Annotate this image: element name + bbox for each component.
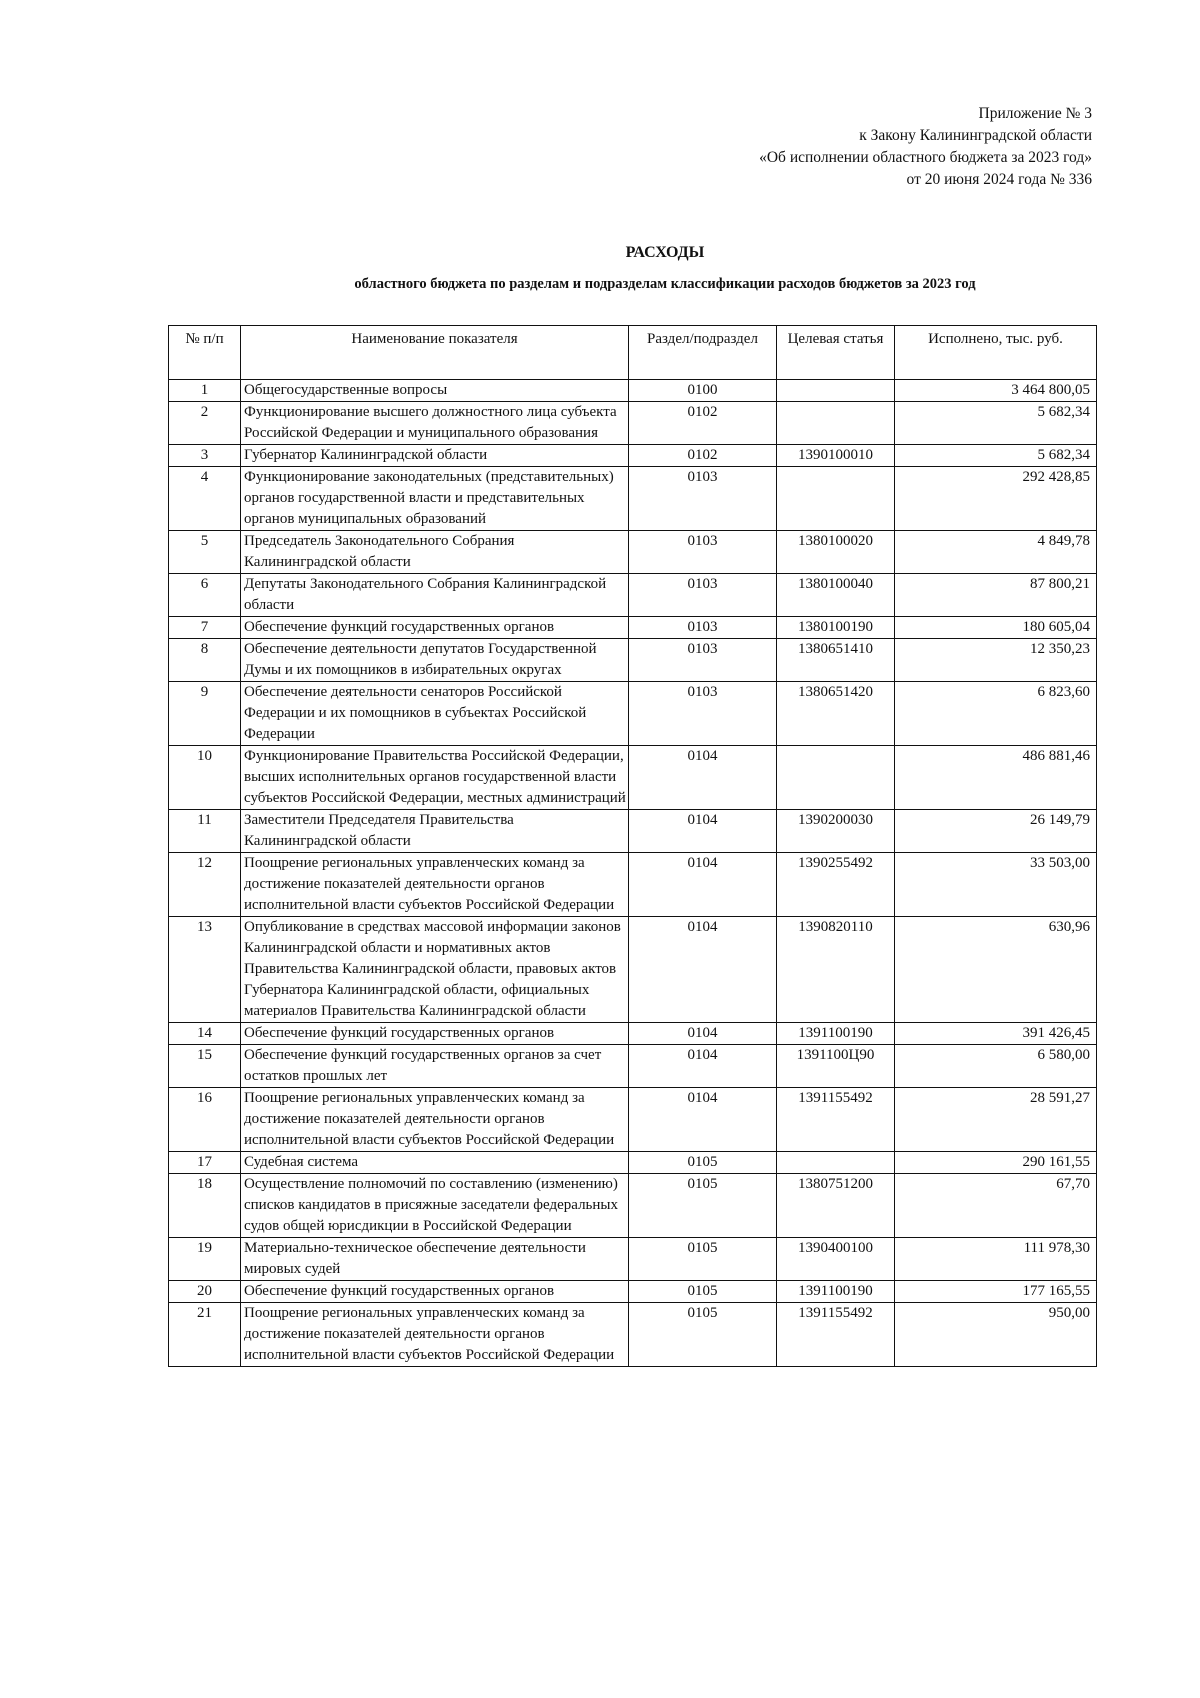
annex-law-date: от 20 июня 2024 года № 336 [906, 171, 1092, 188]
cell-target: 1380651410 [777, 639, 895, 682]
table-row [169, 531, 1097, 574]
cell-amount: 177 165,55 [895, 1281, 1097, 1303]
cell-name: Обеспечение функций государственных органов [241, 1023, 629, 1045]
table-row [169, 1088, 1097, 1152]
cell-name: Материально-техническое обеспечение деятельности мировых судей [241, 1238, 629, 1281]
cell-name: Депутаты Законодательного Собрания Калининградской области [241, 574, 629, 617]
cell-name: Обеспечение деятельности сенаторов Российской Федерации и их помощников в субъектах Российской Федерации [241, 682, 629, 746]
cell-section: 0105 [629, 1281, 777, 1303]
table-row [169, 810, 1097, 853]
cell-section: 0103 [629, 531, 777, 574]
cell-num: 8 [169, 639, 241, 682]
cell-amount: 26 149,79 [895, 810, 1097, 853]
cell-num: 12 [169, 853, 241, 917]
cell-name: Обеспечение функций государственных органов за счет остатков прошлых лет [241, 1045, 629, 1088]
cell-amount: 3 464 800,05 [895, 380, 1097, 402]
table-row [169, 1152, 1097, 1174]
cell-num: 14 [169, 1023, 241, 1045]
cell-num: 4 [169, 467, 241, 531]
cell-section: 0102 [629, 402, 777, 445]
cell-amount: 28 591,27 [895, 1088, 1097, 1152]
annex-law-title: «Об исполнении областного бюджета за 2023 год» [759, 149, 1092, 166]
cell-name: Поощрение региональных управленческих команд за достижение показателей деятельности органов исполнительной власти субъектов Российской Федерации [241, 1088, 629, 1152]
cell-num: 6 [169, 574, 241, 617]
table-row [169, 445, 1097, 467]
cell-name: Заместители Председателя Правительства Калининградской области [241, 810, 629, 853]
cell-target: 1380100190 [777, 617, 895, 639]
header-amount: Исполнено, тыс. руб. [895, 326, 1097, 380]
cell-num: 20 [169, 1281, 241, 1303]
expenditure-table [168, 325, 1097, 1367]
cell-section: 0104 [629, 1023, 777, 1045]
cell-section: 0102 [629, 445, 777, 467]
table-row [169, 853, 1097, 917]
cell-target: 1391155492 [777, 1088, 895, 1152]
table-row [169, 917, 1097, 1023]
cell-target [777, 1152, 895, 1174]
cell-name: Осуществление полномочий по составлению (изменению) списков кандидатов в присяжные заседатели федеральных судов общей юрисдикции в Российской Федерации [241, 1174, 629, 1238]
cell-target [777, 402, 895, 445]
cell-section: 0105 [629, 1152, 777, 1174]
table-row [169, 639, 1097, 682]
cell-name: Обеспечение функций государственных органов [241, 1281, 629, 1303]
header-section: Раздел/подраздел [629, 326, 777, 380]
cell-section: 0103 [629, 639, 777, 682]
cell-amount: 6 823,60 [895, 682, 1097, 746]
cell-section: 0104 [629, 746, 777, 810]
annex-block [759, 103, 1092, 191]
cell-name: Функционирование законодательных (представительных) органов государственной власти и представительных органов муниципальных образований [241, 467, 629, 531]
table-header-row [169, 326, 1097, 380]
cell-target [777, 467, 895, 531]
cell-name: Поощрение региональных управленческих команд за достижение показателей деятельности органов исполнительной власти субъектов Российской Федерации [241, 1303, 629, 1367]
cell-target: 1390255492 [777, 853, 895, 917]
table-row [169, 1303, 1097, 1367]
cell-num: 16 [169, 1088, 241, 1152]
cell-section: 0105 [629, 1303, 777, 1367]
table-row [169, 467, 1097, 531]
cell-target: 1390820110 [777, 917, 895, 1023]
table-row [169, 402, 1097, 445]
cell-amount: 6 580,00 [895, 1045, 1097, 1088]
cell-amount: 290 161,55 [895, 1152, 1097, 1174]
cell-section: 0104 [629, 853, 777, 917]
cell-name: Функционирование Правительства Российской Федерации, высших исполнительных органов государственной власти субъектов Российской Федерации, местных администраций [241, 746, 629, 810]
cell-name: Обеспечение деятельности депутатов Государственной Думы и их помощников в избирательных округах [241, 639, 629, 682]
cell-amount: 33 503,00 [895, 853, 1097, 917]
document-subtitle: областного бюджета по разделам и подразделам классификации расходов бюджетов за 2023 год [354, 276, 976, 292]
cell-section: 0103 [629, 682, 777, 746]
cell-amount: 486 881,46 [895, 746, 1097, 810]
cell-name: Обеспечение функций государственных органов [241, 617, 629, 639]
cell-num: 2 [169, 402, 241, 445]
cell-target: 1390400100 [777, 1238, 895, 1281]
cell-amount: 391 426,45 [895, 1023, 1097, 1045]
cell-amount: 950,00 [895, 1303, 1097, 1367]
cell-amount: 630,96 [895, 917, 1097, 1023]
table-row [169, 746, 1097, 810]
cell-num: 21 [169, 1303, 241, 1367]
cell-num: 18 [169, 1174, 241, 1238]
cell-num: 15 [169, 1045, 241, 1088]
cell-num: 10 [169, 746, 241, 810]
cell-section: 0103 [629, 617, 777, 639]
cell-amount: 111 978,30 [895, 1238, 1097, 1281]
cell-target: 1391100190 [777, 1023, 895, 1045]
cell-section: 0104 [629, 1088, 777, 1152]
cell-section: 0103 [629, 574, 777, 617]
cell-amount: 180 605,04 [895, 617, 1097, 639]
cell-amount: 5 682,34 [895, 402, 1097, 445]
cell-target [777, 380, 895, 402]
cell-target: 1380651420 [777, 682, 895, 746]
cell-target [777, 746, 895, 810]
cell-num: 9 [169, 682, 241, 746]
cell-name: Общегосударственные вопросы [241, 380, 629, 402]
cell-section: 0105 [629, 1238, 777, 1281]
cell-target: 1380751200 [777, 1174, 895, 1238]
cell-target: 1380100020 [777, 531, 895, 574]
cell-num: 5 [169, 531, 241, 574]
table-row [169, 1238, 1097, 1281]
cell-section: 0104 [629, 810, 777, 853]
cell-section: 0104 [629, 1045, 777, 1088]
cell-name: Судебная система [241, 1152, 629, 1174]
cell-num: 19 [169, 1238, 241, 1281]
cell-num: 11 [169, 810, 241, 853]
cell-name: Опубликование в средствах массовой информации законов Калининградской области и нормативных актов Правительства Калининградской области, правовых актов Губернатора Калининградской области, официальных материалов Правительства Калининградской области [241, 917, 629, 1023]
cell-num: 7 [169, 617, 241, 639]
cell-amount: 67,70 [895, 1174, 1097, 1238]
table-body [169, 380, 1097, 1367]
cell-section: 0103 [629, 467, 777, 531]
table-row [169, 682, 1097, 746]
cell-section: 0105 [629, 1174, 777, 1238]
annex-number: Приложение № 3 [978, 105, 1092, 122]
cell-section: 0100 [629, 380, 777, 402]
cell-name: Функционирование высшего должностного лица субъекта Российской Федерации и муниципального образования [241, 402, 629, 445]
cell-name: Поощрение региональных управленческих команд за достижение показателей деятельности органов исполнительной власти субъектов Российской Федерации [241, 853, 629, 917]
table-row [169, 1281, 1097, 1303]
annex-law-ref: к Закону Калининградской области [859, 127, 1092, 144]
cell-target: 1390200030 [777, 810, 895, 853]
cell-amount: 12 350,23 [895, 639, 1097, 682]
cell-target: 1390100010 [777, 445, 895, 467]
cell-amount: 5 682,34 [895, 445, 1097, 467]
cell-target: 1380100040 [777, 574, 895, 617]
cell-amount: 292 428,85 [895, 467, 1097, 531]
cell-name: Губернатор Калининградской области [241, 445, 629, 467]
cell-name: Председатель Законодательного Собрания Калининградской области [241, 531, 629, 574]
cell-amount: 87 800,21 [895, 574, 1097, 617]
cell-target: 1391155492 [777, 1303, 895, 1367]
cell-target: 1391100190 [777, 1281, 895, 1303]
table-row [169, 617, 1097, 639]
table-row [169, 1045, 1097, 1088]
table-row [169, 574, 1097, 617]
table-row [169, 1174, 1097, 1238]
cell-section: 0104 [629, 917, 777, 1023]
header-name: Наименование показателя [241, 326, 629, 380]
cell-num: 13 [169, 917, 241, 1023]
cell-amount: 4 849,78 [895, 531, 1097, 574]
cell-target: 1391100Ц90 [777, 1045, 895, 1088]
header-target: Целевая статья [777, 326, 895, 380]
table-row [169, 380, 1097, 402]
document-title: РАСХОДЫ [625, 244, 705, 261]
header-num: № п/п [169, 326, 241, 380]
cell-num: 17 [169, 1152, 241, 1174]
cell-num: 3 [169, 445, 241, 467]
table-row [169, 1023, 1097, 1045]
cell-num: 1 [169, 380, 241, 402]
